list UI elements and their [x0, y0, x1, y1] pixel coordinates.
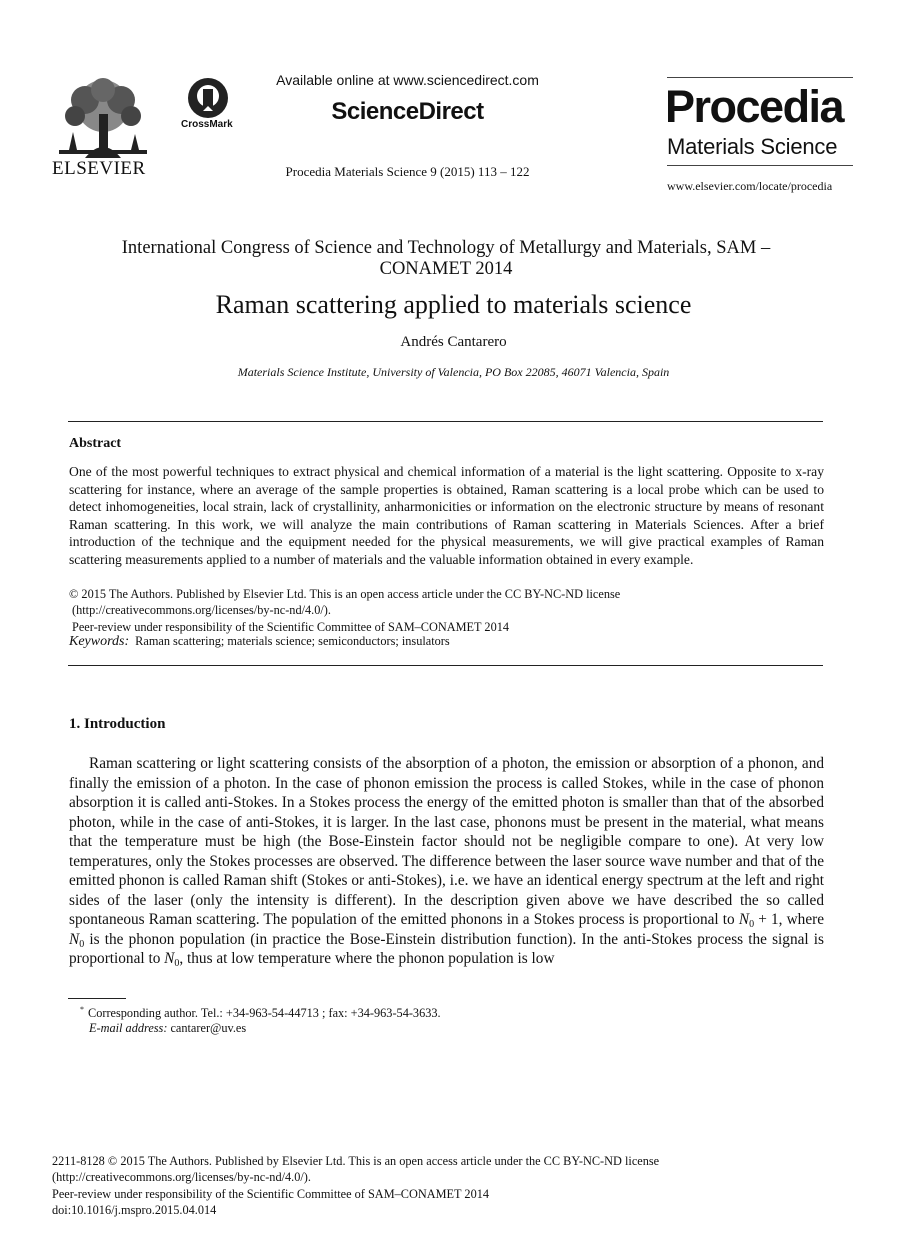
paper-title: Raman scattering applied to materials science — [215, 290, 692, 319]
email-address[interactable]: cantarer@uv.es — [170, 1021, 247, 1035]
introduction-paragraph — [69, 754, 824, 969]
procedia-url[interactable]: www.elsevier.com/locate/procedia — [667, 179, 833, 193]
intro-text-2: + 1, where — [754, 911, 824, 928]
elsevier-wordmark: ELSEVIER — [52, 158, 146, 179]
abstract-text: One of the most powerful techniques to extract physical and chemical information of a material is the light scattering. Opposite to x-ray scattering for instance, where an average of the sample properties is obtained, Raman scattering is a local probe which can be used to detect inhomogeneities, local strain, lack of crystallinity, anharmonicities or information on the electronic structure by means of resonant Raman scattering. In this work, we will analyze the main contributions of Raman scattering in Materials Sciences. After a brief introduction of the technique and the equipment needed for the physical measurements, we will give practical examples of Raman scattering measurements applied to a number of materials and the valuable information obtained in every example. — [69, 464, 824, 567]
journal-reference: Procedia Materials Science 9 (2015) 113 – 122 — [285, 164, 530, 179]
footnote-marker: * — [80, 1005, 84, 1014]
conference-name: International Congress of Science and Technology of Metallurgy and Materials, SAM – CONAMET 2014 — [121, 238, 771, 279]
author-affiliation: Materials Science Institute, University of Valencia, PO Box 22085, 46071 Valencia, Spain — [237, 365, 670, 379]
intro-text-4: , thus at low temperature where the phonon population is low — [179, 950, 555, 967]
bottom-license-link[interactable]: (http://creativecommons.org/licenses/by-nc-nd/4.0/). — [52, 1170, 311, 1184]
abstract-top-rule — [68, 421, 823, 422]
section-heading-introduction: 1. Introduction — [69, 716, 166, 732]
abstract-copyright: © 2015 The Authors. Published by Elsevier Ltd. This is an open access article under the CC BY-NC-ND license — [69, 587, 621, 601]
abstract-bottom-rule — [68, 665, 823, 666]
abstract-license-link[interactable]: (http://creativecommons.org/licenses/by-nc-nd/4.0/). — [72, 603, 331, 617]
abstract-peer-review: Peer-review under responsibility of the Scientific Committee of SAM–CONAMET 2014 — [72, 620, 510, 634]
intro-text-1: Raman scattering or light scattering consists of the absorption of a photon, the emission or absorption of a phonon, and finally the emission of a photon. In the case of phonon emission the process is called Stokes, while in the case of phonon absorption it is called anti-Stokes. In a Stokes process the energy of the emitted photon is smaller than that of the absorbed photon, while in the case of anti-Stokes, it is larger. In the last case, phonons must be present in the material, what means that the temperature must be high (the Bose-Einstein factor should not be negligible compare to one). At very low temperatures, only the Stokes processes are observed. The difference between the laser source wave number and that of the emitted phonon is called Raman shift (Stokes or anti-Stokes), i.e. we have an identical energy spectrum at the left and right sides of the laser (only the intensity is different). In the description given above we have described the so called spontaneous Raman scattering. The population of the emitted phonons in a Stokes process is proportional to — [69, 755, 824, 928]
subscript-zero: 0 — [79, 938, 85, 950]
symbol-n: N — [69, 930, 80, 948]
footnote-contact: Corresponding author. Tel.: +34-963-54-44713 ; fax: +34-963-54-3633. — [88, 1006, 441, 1021]
footnote-email — [89, 1021, 246, 1036]
procedia-title: Procedia — [665, 81, 844, 132]
procedia-bottom-rule — [667, 165, 853, 166]
footnote-corresponding — [80, 1005, 441, 1021]
doi[interactable]: doi:10.1016/j.mspro.2015.04.014 — [52, 1203, 217, 1217]
sciencedirect-logo: ScienceDirect — [331, 98, 484, 125]
issn-line: 2211-8128 © 2015 The Authors. Published by Elsevier Ltd. This is an open access article under the CC BY-NC-ND license — [52, 1154, 660, 1168]
bottom-peer-review: Peer-review under responsibility of the Scientific Committee of SAM–CONAMET 2014 — [52, 1187, 490, 1201]
intro-text-3: is the phonon population (in practice the Bose-Einstein distribution function). In the anti-Stokes process the signal is proportional to — [69, 930, 824, 967]
symbol-n: N — [164, 950, 175, 967]
symbol-n: N — [738, 911, 750, 928]
procedia-subtitle: Materials Science — [667, 134, 838, 159]
subscript-zero: 0 — [174, 958, 180, 969]
procedia-top-rule — [667, 77, 853, 78]
crossmark-label: CrossMark — [181, 119, 233, 130]
available-online-text: Available online at www.sciencedirect.com — [276, 72, 539, 88]
subscript-zero: 0 — [749, 919, 755, 930]
author-name: Andrés Cantarero — [400, 334, 507, 350]
footnote-rule — [68, 998, 126, 999]
email-label: E-mail address: — [89, 1021, 168, 1035]
keywords — [69, 634, 450, 650]
abstract-heading: Abstract — [69, 436, 122, 451]
keywords-list: Raman scattering; materials science; semiconductors; insulators — [135, 634, 450, 648]
keywords-label: Keywords: — [69, 634, 130, 649]
